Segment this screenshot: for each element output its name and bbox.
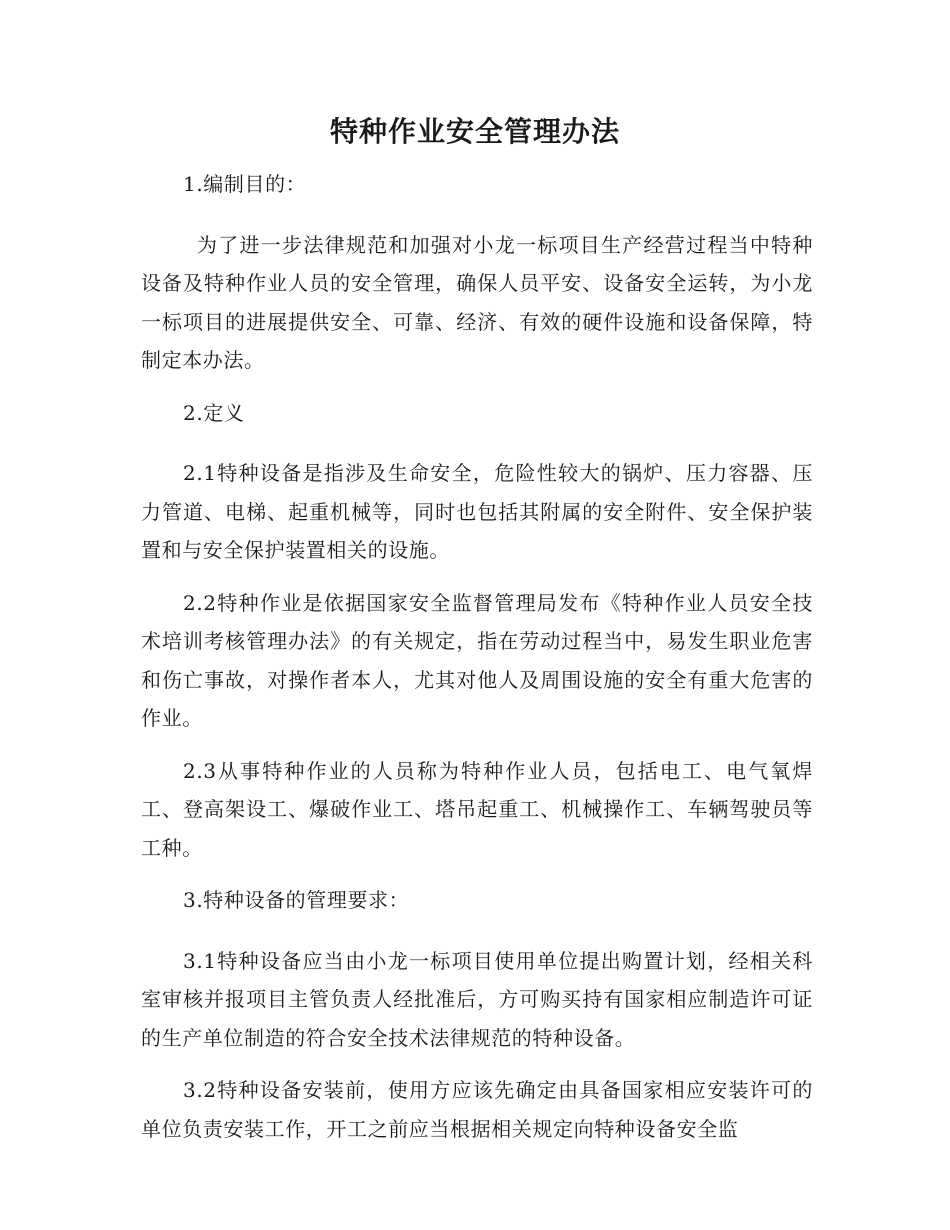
- paragraph-purpose: 为了进一步法律规范和加强对小龙一标项目生产经营过程当中特种设备及特种作业人员的安全管理，确保人员平安、设备安全运转，为小龙一标项目的进展提供安全、可靠、经济、有效的硬件设施和设备保障，特制定本办法。: [141, 232, 813, 372]
- section-heading-purpose: 1.编制目的：: [183, 172, 307, 196]
- paragraph-requirement-3-1: 3.1特种设备应当由小龙一标项目使用单位提出购置计划，经相关科室审核并报项目主管负责人经批准后，方可购买持有国家相应制造许可证的生产单位制造的符合安全技术法律规范的特种设备。: [141, 948, 813, 1050]
- paragraph-definition-2-2: 2.2特种作业是依据国家安全监督管理局发布《特种作业人员安全技术培训考核管理办法》的有关规定，指在劳动过程当中，易发生职业危害和伤亡事故，对操作者本人，尤其对他人及周围设施的安全有重大危害的作业。: [141, 590, 813, 730]
- document-title: 特种作业安全管理办法: [329, 115, 620, 148]
- document-body: [141, 165, 813, 1162]
- section-heading-equipment-requirements: 3.特种设备的管理要求：: [183, 888, 410, 912]
- paragraph-definition-2-1: 2.1特种设备是指涉及生命安全，危险性较大的锅炉、压力容器、压力管道、电梯、起重机械等，同时也包括其附属的安全附件、安全保护装置和与安全保护装置相关的设施。: [141, 461, 813, 562]
- section-heading-definition: 2.定义: [183, 400, 245, 425]
- paragraph-requirement-3-2: 3.2特种设备安装前，使用方应该先确定由具备国家相应安装许可的单位负责安装工作，开工之前应当根据相关规定向特种设备安全监: [141, 1078, 813, 1141]
- paragraph-definition-2-3: 2.3从事特种作业的人员称为特种作业人员，包括电工、电气氧焊工、登高架设工、爆破作业工、塔吊起重工、机械操作工、车辆驾驶员等工种。: [141, 758, 813, 860]
